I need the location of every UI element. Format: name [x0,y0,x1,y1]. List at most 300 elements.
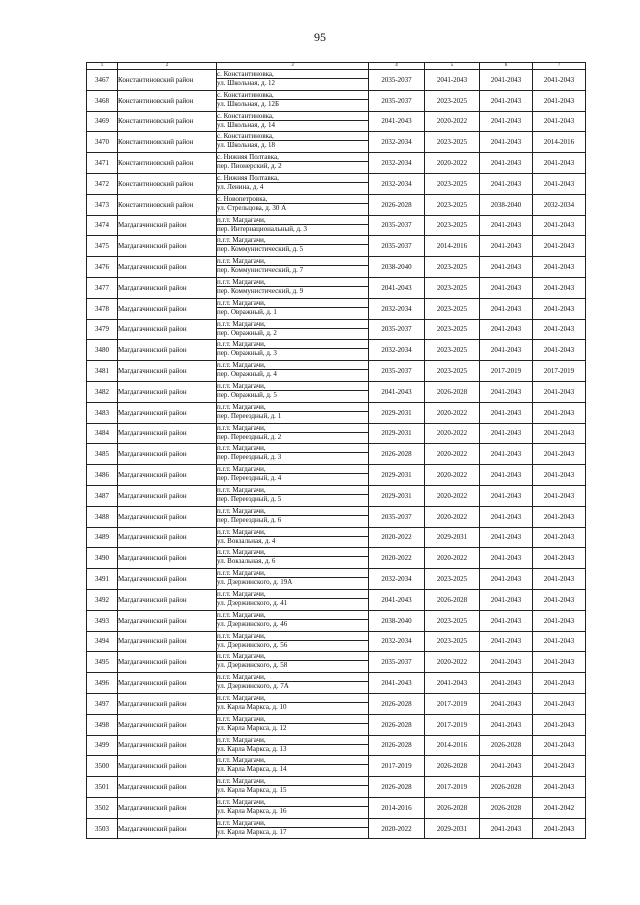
row-number: 3499 [87,735,118,756]
address-settlement: с. Нижняя Полтавка, [217,153,279,162]
period-c6: 2041-2043 [480,257,533,278]
period-c4: 2032-2034 [369,569,425,590]
district-name: Константиновский район [118,90,217,111]
period-c4: 2035-2037 [369,506,425,527]
district-name: Магдагачинский район [118,631,217,652]
table-row [87,277,586,298]
address-street: ул. Дзержинского, д. 41 [217,598,369,607]
table-row [87,797,586,818]
district-name: Магдагачинский район [118,569,217,590]
period-c6: 2041-2043 [480,173,533,194]
registry-body [87,70,586,839]
table-row [87,465,586,486]
period-c4: 2026-2028 [369,194,425,215]
table-row [87,756,586,777]
district-name: Магдагачинский район [118,423,217,444]
period-c5: 2020-2022 [425,153,480,174]
address-settlement: п.г.т. Магдагачи, [217,527,266,536]
period-c5: 2020-2022 [425,423,480,444]
address-cell [217,777,369,798]
period-c4: 2032-2034 [369,631,425,652]
period-c6: 2041-2043 [480,465,533,486]
table-row [87,693,586,714]
row-number: 3484 [87,423,118,444]
address-cell [217,132,369,153]
district-name: Магдагачинский район [118,298,217,319]
table-row [87,236,586,257]
address-cell [217,652,369,673]
period-c5: 2023-2025 [425,610,480,631]
period-c6: 2041-2043 [480,132,533,153]
period-c7: 2041-2043 [533,215,586,236]
row-number: 3481 [87,361,118,382]
period-c6: 2041-2043 [480,714,533,735]
address-street: ул. Карла Маркса, д. 14 [217,764,369,773]
period-c5: 2023-2025 [425,215,480,236]
period-c7: 2041-2043 [533,631,586,652]
period-c6: 2041-2043 [480,631,533,652]
column-number: 7 [533,63,586,70]
address-settlement: с. Нижняя Полтавка, [217,173,279,182]
table-row [87,194,586,215]
period-c5: 2020-2022 [425,548,480,569]
district-name: Магдагачинский район [118,610,217,631]
period-c6: 2041-2043 [480,673,533,694]
address-street: пер. Переездный, д. 6 [217,515,369,524]
address-street: ул. Карла Маркса, д. 17 [217,827,369,836]
period-c7: 2041-2043 [533,173,586,194]
row-number: 3479 [87,319,118,340]
row-number: 3492 [87,589,118,610]
period-c4: 2035-2037 [369,652,425,673]
period-c5: 2023-2025 [425,569,480,590]
period-c6: 2026-2028 [480,777,533,798]
address-cell [217,527,369,548]
row-number: 3478 [87,298,118,319]
period-c6: 2041-2043 [480,818,533,839]
row-number: 3500 [87,756,118,777]
row-number: 3473 [87,194,118,215]
row-number: 3491 [87,569,118,590]
address-cell [217,756,369,777]
column-number: 3 [217,63,369,70]
address-settlement: п.г.т. Магдагачи, [217,340,266,349]
period-c7: 2041-2043 [533,277,586,298]
address-street: ул. Карла Маркса, д. 10 [217,702,369,711]
address-settlement: п.г.т. Магдагачи, [217,277,266,286]
address-cell [217,111,369,132]
table-row [87,485,586,506]
row-number: 3490 [87,548,118,569]
period-c6: 2026-2028 [480,797,533,818]
address-cell [217,361,369,382]
period-c5: 2023-2025 [425,319,480,340]
row-number: 3470 [87,132,118,153]
period-c7: 2041-2043 [533,236,586,257]
table-row [87,173,586,194]
period-c7: 2041-2043 [533,589,586,610]
address-settlement: п.г.т. Магдагачи, [217,485,266,494]
address-street: ул. Дзержинского, д. 58 [217,660,369,669]
table-row [87,402,586,423]
district-name: Магдагачинский район [118,527,217,548]
address-cell [217,257,369,278]
period-c7: 2041-2042 [533,797,586,818]
address-settlement: п.г.т. Магдагачи, [217,818,266,827]
period-c7: 2041-2043 [533,548,586,569]
period-c6: 2041-2043 [480,236,533,257]
period-c5: 2023-2025 [425,631,480,652]
address-street: ул. Школьная, д. 12Б [217,99,369,108]
period-c5: 2029-2031 [425,527,480,548]
address-street: ул. Дзержинского, д. 19А [217,577,369,586]
address-settlement: п.г.т. Магдагачи, [217,506,266,515]
period-c7: 2041-2043 [533,402,586,423]
period-c4: 2026-2028 [369,714,425,735]
address-street: пер. Переездный, д. 5 [217,494,369,503]
column-number: 4 [369,63,425,70]
address-settlement: п.г.т. Магдагачи, [217,548,266,557]
address-settlement: п.г.т. Магдагачи, [217,714,266,723]
period-c6: 2041-2043 [480,340,533,361]
period-c4: 2035-2037 [369,215,425,236]
row-number: 3501 [87,777,118,798]
period-c5: 2020-2022 [425,111,480,132]
period-c4: 2035-2037 [369,236,425,257]
address-cell [217,506,369,527]
address-cell [217,735,369,756]
district-name: Магдагачинский район [118,506,217,527]
row-number: 3502 [87,797,118,818]
address-street: пер. Овражный, д. 2 [217,328,369,337]
address-settlement: п.г.т. Магдагачи, [217,631,266,640]
table-row [87,298,586,319]
period-c5: 2020-2022 [425,652,480,673]
period-c7: 2041-2043 [533,153,586,174]
address-street: ул. Карла Маркса, д. 13 [217,744,369,753]
period-c6: 2041-2043 [480,506,533,527]
address-settlement: с. Константиновка, [217,111,274,120]
address-settlement: п.г.т. Магдагачи, [217,777,266,786]
period-c6: 2041-2043 [480,485,533,506]
period-c5: 2020-2022 [425,465,480,486]
period-c4: 2029-2031 [369,465,425,486]
table-row [87,70,586,91]
period-c4: 2029-2031 [369,485,425,506]
address-street: ул. Карла Маркса, д. 16 [217,806,369,815]
address-cell [217,569,369,590]
table-row [87,652,586,673]
period-c7: 2041-2043 [533,298,586,319]
period-c7: 2041-2043 [533,381,586,402]
district-name: Магдагачинский район [118,777,217,798]
period-c7: 2017-2019 [533,361,586,382]
column-number: 6 [480,63,533,70]
table-row [87,527,586,548]
period-c4: 2032-2034 [369,298,425,319]
address-settlement: п.г.т. Магдагачи, [217,423,266,432]
address-street: пер. Овражный, д. 3 [217,348,369,357]
district-name: Константиновский район [118,132,217,153]
address-cell [217,319,369,340]
period-c4: 2032-2034 [369,153,425,174]
address-street: пер. Коммунистический, д. 7 [217,265,369,274]
period-c4: 2041-2043 [369,589,425,610]
table-row [87,423,586,444]
address-settlement: п.г.т. Магдагачи, [217,569,266,578]
period-c6: 2041-2043 [480,444,533,465]
period-c6: 2041-2043 [480,70,533,91]
period-c4: 2029-2031 [369,423,425,444]
period-c5: 2026-2028 [425,797,480,818]
address-street: пер. Овражный, д. 5 [217,390,369,399]
table-row [87,818,586,839]
period-c5: 2020-2022 [425,444,480,465]
period-c4: 2041-2043 [369,111,425,132]
period-c6: 2041-2043 [480,153,533,174]
period-c5: 2014-2016 [425,735,480,756]
address-settlement: с. Константиновка, [217,132,274,141]
address-cell [217,277,369,298]
address-street: ул. Школьная, д. 12 [217,78,369,87]
period-c5: 2020-2022 [425,506,480,527]
period-c4: 2026-2028 [369,777,425,798]
row-number: 3472 [87,173,118,194]
period-c4: 2032-2034 [369,132,425,153]
period-c6: 2041-2043 [480,423,533,444]
period-c6: 2017-2019 [480,361,533,382]
period-c7: 2014-2016 [533,132,586,153]
period-c7: 2041-2043 [533,444,586,465]
row-number: 3475 [87,236,118,257]
period-c5: 2020-2022 [425,485,480,506]
period-c5: 2020-2022 [425,402,480,423]
district-name: Константиновский район [118,153,217,174]
address-street: ул. Дзержинского, д. 7А [217,681,369,690]
period-c5: 2041-2043 [425,70,480,91]
period-c5: 2023-2025 [425,90,480,111]
address-street: ул. Стрельцова, д. 30 А [217,203,369,212]
period-c5: 2023-2025 [425,257,480,278]
period-c6: 2041-2043 [480,319,533,340]
address-street: пер. Коммунистический, д. 9 [217,286,369,295]
district-name: Магдагачинский район [118,652,217,673]
address-settlement: п.г.т. Магдагачи, [217,673,266,682]
period-c5: 2023-2025 [425,361,480,382]
period-c4: 2020-2022 [369,527,425,548]
address-street: ул. Ленина, д. 4 [217,182,369,191]
period-c5: 2017-2019 [425,693,480,714]
period-c7: 2041-2043 [533,652,586,673]
address-street: пер. Переездный, д. 4 [217,473,369,482]
row-number: 3480 [87,340,118,361]
period-c7: 2041-2043 [533,70,586,91]
address-street: пер. Переездный, д. 3 [217,452,369,461]
row-number: 3488 [87,506,118,527]
address-street: пер. Переездный, д. 2 [217,432,369,441]
table-row [87,215,586,236]
period-c4: 2017-2019 [369,756,425,777]
district-name: Константиновский район [118,194,217,215]
period-c5: 2023-2025 [425,173,480,194]
period-c5: 2014-2016 [425,236,480,257]
period-c6: 2041-2043 [480,298,533,319]
address-street: пер. Пионерский, д. 2 [217,161,369,170]
row-number: 3476 [87,257,118,278]
address-settlement: п.г.т. Магдагачи, [217,693,266,702]
period-c5: 2017-2019 [425,714,480,735]
period-c6: 2041-2043 [480,381,533,402]
table-row [87,90,586,111]
period-c5: 2026-2028 [425,756,480,777]
address-settlement: п.г.т. Магдагачи, [217,381,266,390]
period-c5: 2023-2025 [425,132,480,153]
district-name: Магдагачинский район [118,444,217,465]
period-c7: 2041-2043 [533,610,586,631]
address-cell [217,423,369,444]
address-cell [217,340,369,361]
address-cell [217,465,369,486]
table-row [87,714,586,735]
table-row [87,777,586,798]
period-c5: 2041-2043 [425,673,480,694]
period-c4: 2020-2022 [369,548,425,569]
period-c5: 2017-2019 [425,777,480,798]
district-name: Магдагачинский район [118,402,217,423]
address-street: пер. Переездный, д. 1 [217,411,369,420]
address-cell [217,610,369,631]
district-name: Магдагачинский район [118,257,217,278]
row-number: 3485 [87,444,118,465]
district-name: Магдагачинский район [118,756,217,777]
period-c6: 2041-2043 [480,589,533,610]
period-c6: 2041-2043 [480,610,533,631]
row-number: 3482 [87,381,118,402]
district-name: Магдагачинский район [118,215,217,236]
address-cell [217,797,369,818]
period-c7: 2041-2043 [533,777,586,798]
row-number: 3468 [87,90,118,111]
period-c5: 2023-2025 [425,277,480,298]
table-row [87,548,586,569]
period-c4: 2026-2028 [369,735,425,756]
address-street: ул. Вокзальная, д. 6 [217,556,369,565]
table-row [87,589,586,610]
district-name: Магдагачинский район [118,818,217,839]
period-c5: 2023-2025 [425,194,480,215]
address-street: ул. Карла Маркса, д. 12 [217,723,369,732]
period-c7: 2041-2043 [533,756,586,777]
address-settlement: п.г.т. Магдагачи, [217,257,266,266]
table-row [87,361,586,382]
row-number: 3486 [87,465,118,486]
address-settlement: п.г.т. Магдагачи, [217,735,266,744]
district-name: Константиновский район [118,111,217,132]
table-row [87,673,586,694]
address-settlement: п.г.т. Магдагачи, [217,610,266,619]
row-number: 3494 [87,631,118,652]
address-street: ул. Дзержинского, д. 46 [217,619,369,628]
address-settlement: п.г.т. Магдагачи, [217,215,266,224]
address-cell [217,153,369,174]
period-c7: 2041-2043 [533,714,586,735]
address-cell [217,215,369,236]
period-c7: 2041-2043 [533,693,586,714]
district-name: Магдагачинский район [118,797,217,818]
period-c4: 2032-2034 [369,173,425,194]
district-name: Магдагачинский район [118,465,217,486]
period-c7: 2041-2043 [533,423,586,444]
table-row [87,631,586,652]
address-settlement: п.г.т. Магдагачи, [217,652,266,661]
housing-registry-table [86,62,586,839]
row-number: 3503 [87,818,118,839]
address-cell [217,589,369,610]
address-cell [217,298,369,319]
period-c7: 2041-2043 [533,527,586,548]
address-street: ул. Школьная, д. 18 [217,140,369,149]
row-number: 3487 [87,485,118,506]
address-settlement: п.г.т. Магдагачи, [217,402,266,411]
row-number: 3498 [87,714,118,735]
address-settlement: п.г.т. Магдагачи, [217,797,266,806]
period-c6: 2041-2043 [480,652,533,673]
period-c7: 2041-2043 [533,319,586,340]
period-c5: 2023-2025 [425,340,480,361]
address-cell [217,548,369,569]
period-c7: 2041-2043 [533,257,586,278]
period-c4: 2035-2037 [369,70,425,91]
row-number: 3474 [87,215,118,236]
address-cell [217,236,369,257]
period-c4: 2032-2034 [369,340,425,361]
address-settlement: п.г.т. Магдагачи, [217,756,266,765]
address-cell [217,693,369,714]
period-c4: 2041-2043 [369,277,425,298]
address-settlement: п.г.т. Магдагачи, [217,361,266,370]
district-name: Магдагачинский район [118,361,217,382]
period-c4: 2035-2037 [369,361,425,382]
district-name: Магдагачинский район [118,589,217,610]
period-c7: 2041-2043 [533,735,586,756]
row-number: 3471 [87,153,118,174]
table-row [87,257,586,278]
period-c7: 2041-2043 [533,673,586,694]
period-c6: 2041-2043 [480,569,533,590]
row-number: 3483 [87,402,118,423]
table-row [87,506,586,527]
period-c4: 2026-2028 [369,444,425,465]
table-row [87,569,586,590]
address-settlement: п.г.т. Магдагачи, [217,319,266,328]
column-number: 5 [425,63,480,70]
address-street: ул. Карла Маркса, д. 15 [217,785,369,794]
address-cell [217,402,369,423]
table-row [87,132,586,153]
period-c4: 2038-2040 [369,610,425,631]
address-cell [217,194,369,215]
period-c4: 2020-2022 [369,818,425,839]
address-settlement: п.г.т. Магдагачи, [217,298,266,307]
district-name: Магдагачинский район [118,277,217,298]
period-c6: 2041-2043 [480,215,533,236]
period-c4: 2029-2031 [369,402,425,423]
district-name: Магдагачинский район [118,735,217,756]
district-name: Константиновский район [118,173,217,194]
row-number: 3496 [87,673,118,694]
district-name: Магдагачинский район [118,485,217,506]
table-row [87,610,586,631]
